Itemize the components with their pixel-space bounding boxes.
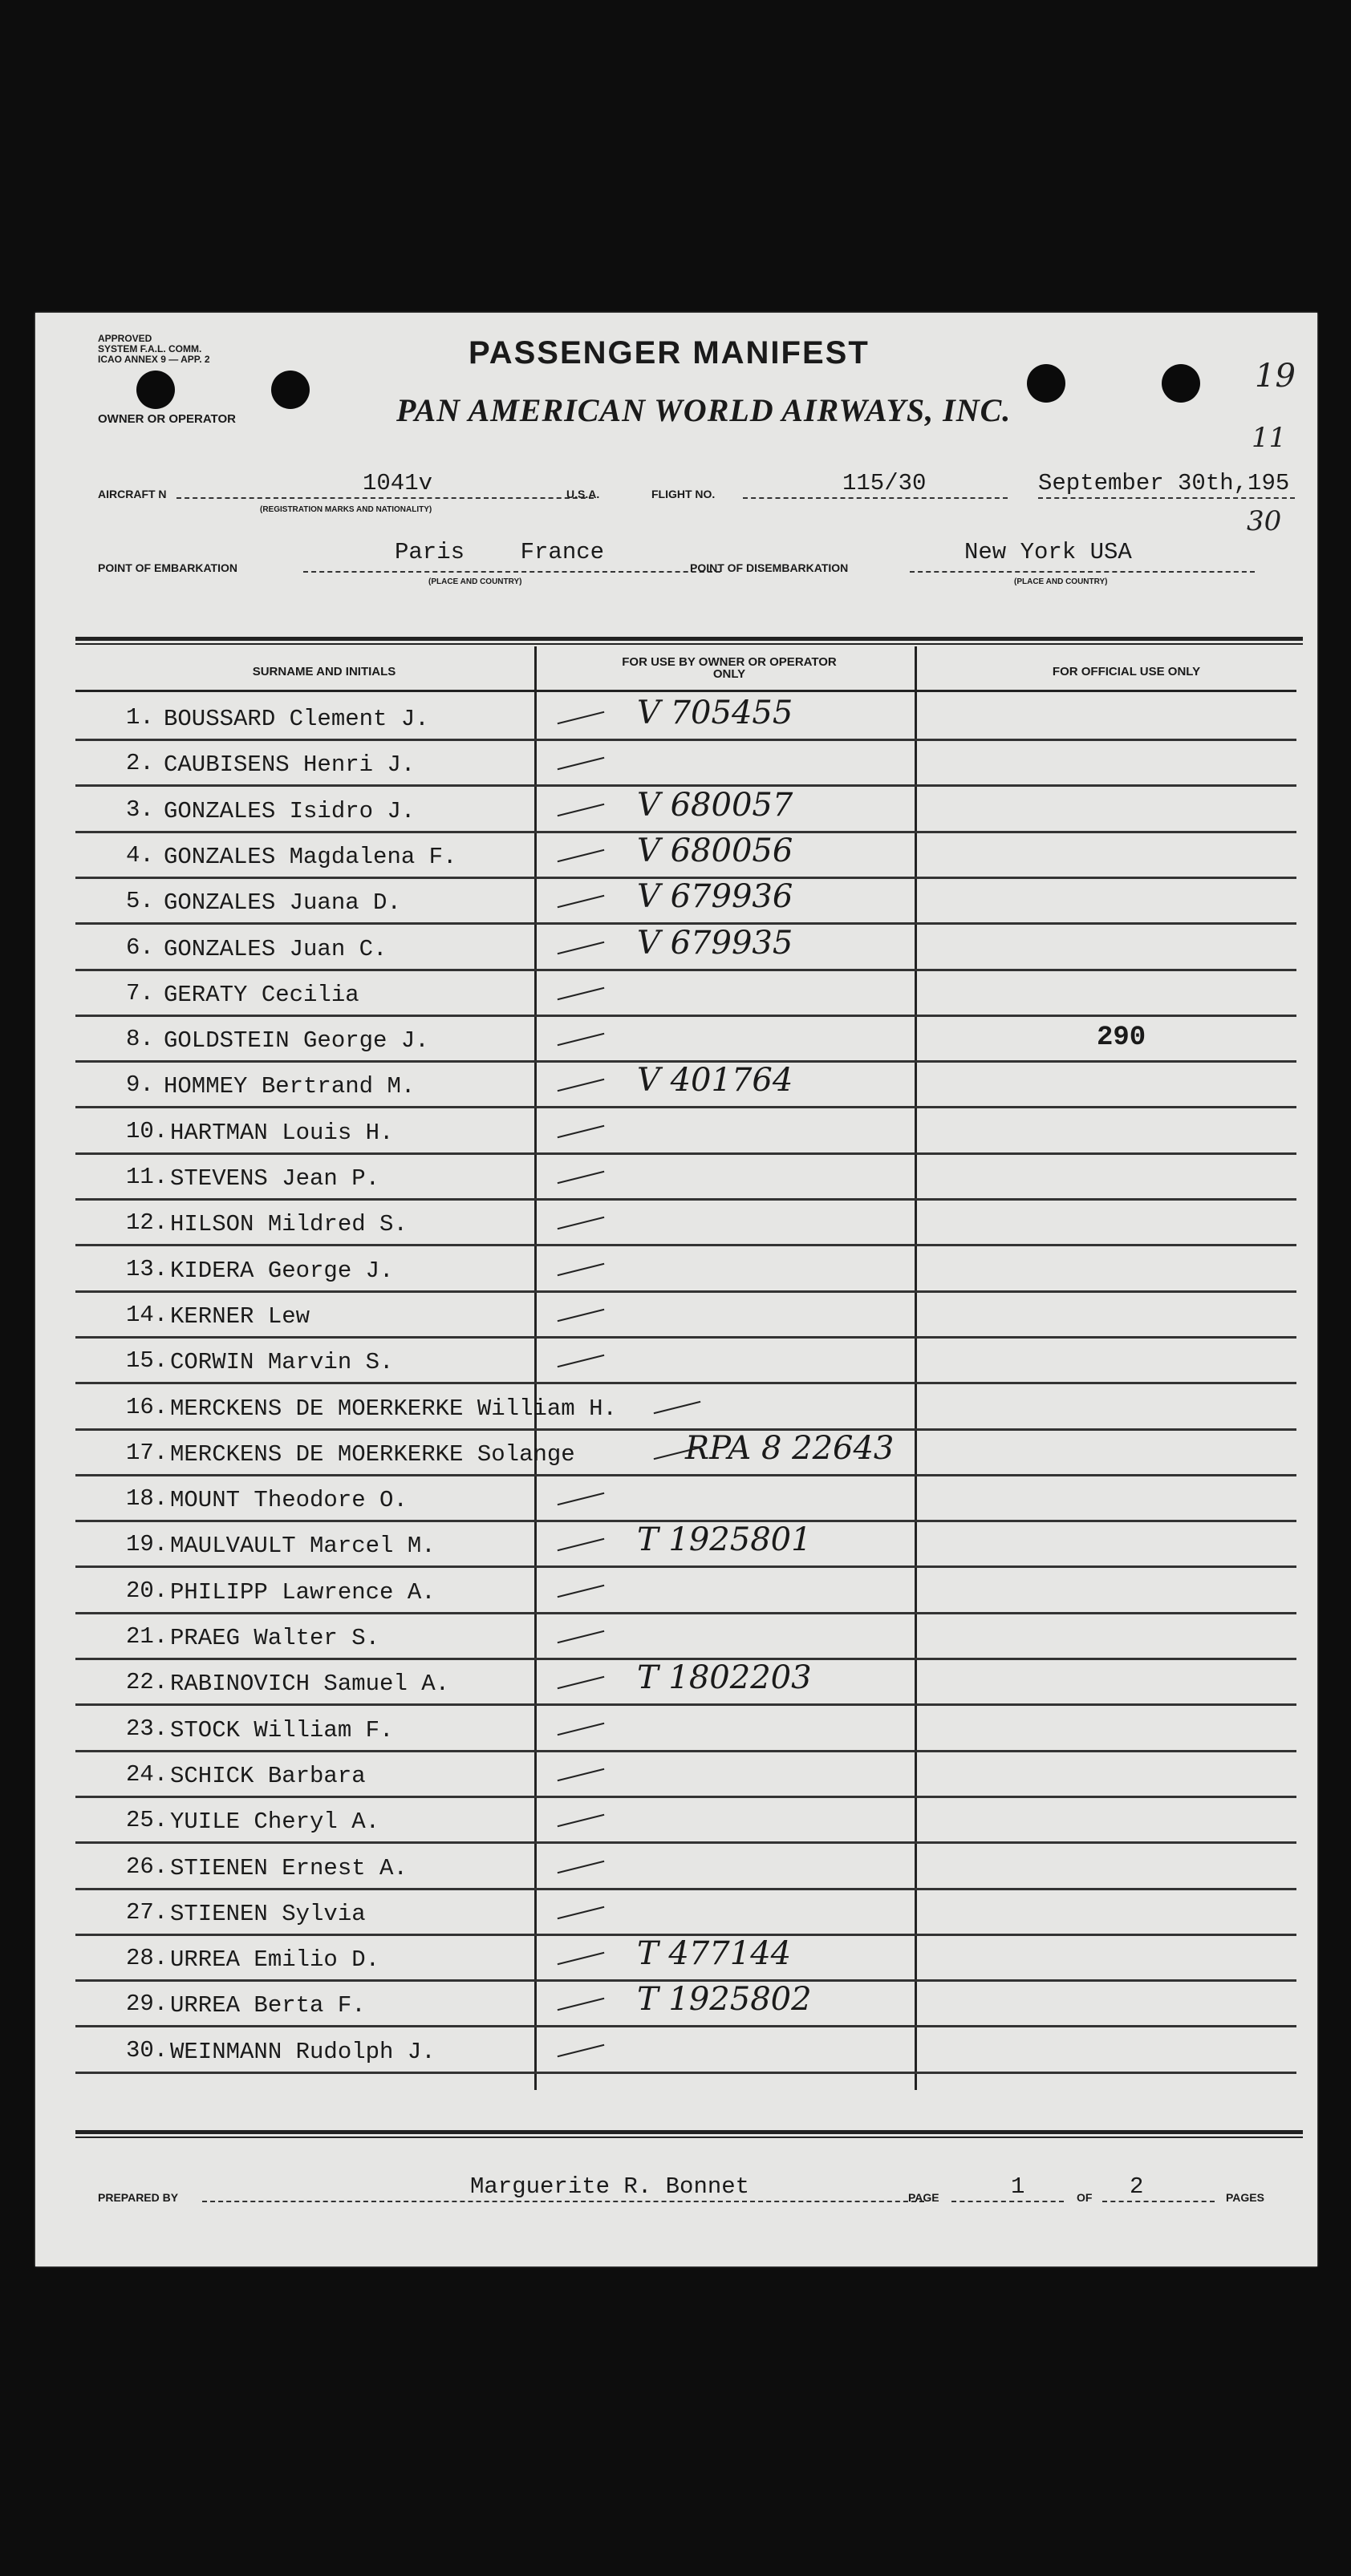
prepared-label: PREPARED BY bbox=[98, 2191, 179, 2204]
aircraft-label: AIRCRAFT N bbox=[98, 488, 167, 500]
passenger-name: URREA Berta F. bbox=[170, 1992, 366, 2019]
row-number: 16. bbox=[126, 1393, 168, 1420]
page-underline bbox=[951, 2201, 1064, 2202]
row-number: 30. bbox=[126, 2036, 168, 2064]
operator-note: T 1802203 bbox=[637, 1659, 812, 1697]
check-mark bbox=[558, 1124, 605, 1137]
passenger-name: CAUBISENS Henri J. bbox=[164, 751, 416, 779]
aircraft-underline bbox=[176, 497, 594, 499]
flight-underline bbox=[743, 497, 1008, 499]
row-number: 21. bbox=[126, 1623, 168, 1650]
operator-note: V 680056 bbox=[637, 832, 793, 869]
passenger-name: URREA Emilio D. bbox=[170, 1946, 380, 1974]
page-value: 1 bbox=[1011, 2173, 1025, 2200]
passenger-name: PRAEG Walter S. bbox=[170, 1625, 380, 1651]
table-row bbox=[75, 1336, 1296, 1384]
punch-hole bbox=[136, 371, 175, 409]
usa-label: U.S.A. bbox=[566, 488, 600, 500]
operator-note: V 401764 bbox=[637, 1062, 793, 1100]
operator-note: V 679936 bbox=[637, 878, 793, 916]
operator-note: V 679935 bbox=[637, 924, 793, 962]
row-number: 20. bbox=[126, 1577, 168, 1604]
row-number: 2. bbox=[126, 750, 154, 777]
table-row bbox=[75, 1015, 1296, 1063]
table-bottom-rule bbox=[75, 2130, 1303, 2134]
table-row bbox=[75, 1704, 1296, 1752]
passenger-name: RABINOVICH Samuel A. bbox=[170, 1671, 450, 1698]
check-mark bbox=[558, 1493, 605, 1505]
passenger-name: GERATY Cecilia bbox=[164, 981, 359, 1008]
operator-note: V 705455 bbox=[637, 695, 793, 731]
date-value: September 30th,195 bbox=[1038, 470, 1290, 496]
page-label: PAGE bbox=[908, 2191, 939, 2204]
row-number: 18. bbox=[126, 1485, 168, 1513]
row-number: 7. bbox=[126, 979, 154, 1007]
disembark-sub: (PLACE AND COUNTRY) bbox=[1014, 577, 1108, 586]
header-row-rule bbox=[75, 690, 1296, 692]
punch-hole bbox=[1162, 364, 1200, 403]
page-title: PASSENGER MANIFEST bbox=[469, 335, 870, 371]
passenger-name: GONZALES Isidro J. bbox=[164, 797, 416, 824]
passenger-name: MERCKENS DE MOERKERKE Solange bbox=[170, 1440, 575, 1468]
passenger-name: GONZALES Juan C. bbox=[164, 935, 387, 962]
disembark-label: POINT OF DISEMBARKATION bbox=[690, 561, 849, 574]
check-mark bbox=[558, 1906, 605, 1919]
operator-note: T 1925802 bbox=[637, 1981, 812, 2019]
row-number: 1. bbox=[126, 704, 154, 731]
table-row bbox=[75, 1888, 1296, 1936]
operator-note: RPA 8 22643 bbox=[685, 1429, 895, 1467]
row-number: 25. bbox=[126, 1807, 168, 1834]
margin-note: 11 bbox=[1252, 422, 1287, 454]
prepared-value: Marguerite R. Bonnet bbox=[470, 2173, 750, 2200]
embark-value: Paris France bbox=[395, 539, 605, 565]
check-mark bbox=[558, 757, 605, 770]
table-bottom-rule-thin bbox=[75, 2137, 1303, 2138]
table-row bbox=[75, 1520, 1296, 1568]
check-mark bbox=[558, 1538, 605, 1551]
disembark-value: New York USA bbox=[964, 539, 1132, 565]
table-row bbox=[75, 1612, 1296, 1660]
pages-label: PAGES bbox=[1226, 2191, 1264, 2204]
row-number: 3. bbox=[126, 796, 154, 823]
check-mark bbox=[558, 2043, 605, 2056]
official-note: 290 bbox=[1097, 1023, 1146, 1054]
passenger-name: GONZALES Juana D. bbox=[164, 889, 401, 917]
passenger-name: HOMMEY Bertrand M. bbox=[164, 1073, 416, 1100]
table-row bbox=[75, 1198, 1296, 1246]
row-number: 9. bbox=[126, 1071, 154, 1099]
row-number: 4. bbox=[126, 841, 154, 869]
row-number: 19. bbox=[126, 1531, 168, 1558]
operator-note: T 477144 bbox=[637, 1935, 792, 1973]
date-underline bbox=[1038, 497, 1295, 499]
table-row bbox=[75, 1934, 1296, 1982]
table-row bbox=[75, 1566, 1296, 1614]
passenger-name: GONZALES Magdalena F. bbox=[164, 843, 457, 870]
row-number: 24. bbox=[126, 1760, 168, 1788]
of-value: 2 bbox=[1130, 2173, 1144, 2200]
row-number: 8. bbox=[126, 1026, 154, 1053]
embark-label: POINT OF EMBARKATION bbox=[98, 561, 237, 574]
passenger-name: CORWIN Marvin S. bbox=[170, 1349, 394, 1376]
check-mark bbox=[558, 1079, 605, 1092]
passenger-name: MAULVAULT Marcel M. bbox=[170, 1533, 436, 1560]
row-number: 26. bbox=[126, 1853, 168, 1880]
check-mark bbox=[558, 1768, 605, 1781]
aircraft-sub: (REGISTRATION MARKS AND NATIONALITY) bbox=[260, 505, 432, 514]
check-mark bbox=[558, 1033, 605, 1046]
manifest-sheet bbox=[35, 313, 1317, 2266]
check-mark bbox=[558, 941, 605, 954]
aircraft-value: 1041v bbox=[363, 470, 433, 496]
operator-note: T 1925801 bbox=[637, 1521, 812, 1559]
passenger-name: WEINMANN Rudolph J. bbox=[170, 2038, 436, 2065]
table-row bbox=[75, 2026, 1296, 2074]
table-row bbox=[75, 831, 1296, 879]
check-mark bbox=[558, 1262, 605, 1275]
approval-stamp: APPROVED SYSTEM F.A.L. COMM. ICAO ANNEX 9 — APP. 2 bbox=[98, 333, 210, 365]
passenger-name: BOUSSARD Clement J. bbox=[164, 706, 429, 732]
column-header-owner-use: FOR USE BY OWNER OR OPERATOR ONLY bbox=[622, 655, 837, 681]
row-number: 14. bbox=[126, 1301, 168, 1328]
passenger-name: KERNER Lew bbox=[170, 1302, 310, 1330]
table-row bbox=[75, 1796, 1296, 1844]
flight-label: FLIGHT NO. bbox=[651, 488, 716, 500]
check-mark bbox=[558, 1860, 605, 1873]
check-mark bbox=[558, 849, 605, 862]
passenger-name: KIDERA George J. bbox=[170, 1257, 394, 1284]
table-row bbox=[75, 1842, 1296, 1890]
airline-name: PAN AMERICAN WORLD AIRWAYS, INC. bbox=[396, 392, 1012, 428]
passenger-name: STEVENS Jean P. bbox=[170, 1165, 380, 1192]
of-label: OF bbox=[1077, 2191, 1093, 2204]
passenger-name: STIENEN Ernest A. bbox=[170, 1854, 408, 1881]
margin-note: 30 bbox=[1247, 505, 1282, 537]
passenger-name: YUILE Cheryl A. bbox=[170, 1808, 380, 1836]
passenger-name: PHILIPP Lawrence A. bbox=[170, 1578, 436, 1606]
check-mark bbox=[558, 895, 605, 908]
table-row bbox=[75, 877, 1296, 925]
row-number: 23. bbox=[126, 1715, 168, 1742]
row-number: 12. bbox=[126, 1209, 168, 1237]
check-mark bbox=[558, 987, 605, 1000]
flight-value: 115/30 bbox=[842, 470, 927, 496]
row-number: 28. bbox=[126, 1945, 168, 1972]
row-number: 29. bbox=[126, 1991, 168, 2018]
check-mark bbox=[558, 1309, 605, 1322]
disembark-underline bbox=[910, 571, 1255, 573]
row-number: 13. bbox=[126, 1255, 168, 1282]
row-number: 15. bbox=[126, 1347, 168, 1375]
table-row bbox=[75, 1290, 1296, 1339]
table-row bbox=[75, 693, 1296, 741]
passenger-name: GOLDSTEIN George J. bbox=[164, 1027, 429, 1055]
prepared-underline bbox=[202, 2201, 924, 2202]
check-mark bbox=[558, 711, 605, 724]
check-mark bbox=[558, 1630, 605, 1643]
table-top-rule bbox=[75, 637, 1303, 641]
check-mark bbox=[558, 1217, 605, 1229]
check-mark bbox=[558, 1676, 605, 1689]
check-mark bbox=[558, 1171, 605, 1184]
row-number: 6. bbox=[126, 934, 154, 961]
of-underline bbox=[1102, 2201, 1215, 2202]
margin-note: 19 bbox=[1255, 358, 1296, 395]
row-number: 5. bbox=[126, 888, 154, 915]
table-row bbox=[75, 1979, 1296, 2027]
column-header-official-use: FOR OFFICIAL USE ONLY bbox=[1052, 665, 1201, 678]
operator-note: V 680057 bbox=[637, 786, 793, 824]
table-row bbox=[75, 1245, 1296, 1293]
table-row bbox=[75, 1060, 1296, 1108]
table-row bbox=[75, 969, 1296, 1017]
check-mark bbox=[558, 1584, 605, 1597]
embark-sub: (PLACE AND COUNTRY) bbox=[428, 577, 522, 586]
check-mark bbox=[558, 1814, 605, 1827]
table-row bbox=[75, 923, 1296, 971]
table-row bbox=[75, 1383, 1296, 1431]
check-mark bbox=[558, 1355, 605, 1367]
row-number: 17. bbox=[126, 1439, 168, 1466]
table-row bbox=[75, 1107, 1296, 1155]
row-number: 27. bbox=[126, 1898, 168, 1926]
check-mark bbox=[558, 1722, 605, 1735]
passenger-name: MOUNT Theodore O. bbox=[170, 1487, 408, 1514]
punch-hole bbox=[1027, 364, 1065, 403]
table-row bbox=[75, 1428, 1296, 1476]
table-row bbox=[75, 1750, 1296, 1798]
passenger-name: HARTMAN Louis H. bbox=[170, 1119, 394, 1146]
row-number: 10. bbox=[126, 1117, 168, 1144]
passenger-name: SCHICK Barbara bbox=[170, 1762, 366, 1789]
table-row bbox=[75, 1658, 1296, 1706]
passenger-name: HILSON Mildred S. bbox=[170, 1211, 408, 1238]
check-mark bbox=[558, 803, 605, 816]
table-row bbox=[75, 739, 1296, 787]
check-mark bbox=[654, 1400, 701, 1413]
passenger-name: STOCK William F. bbox=[170, 1716, 394, 1744]
punch-hole bbox=[271, 371, 310, 409]
embark-underline bbox=[303, 571, 720, 573]
table-top-rule-thin bbox=[75, 643, 1303, 645]
table-row bbox=[75, 1474, 1296, 1522]
table-row bbox=[75, 785, 1296, 833]
row-number: 22. bbox=[126, 1669, 168, 1696]
check-mark bbox=[558, 1998, 605, 2011]
column-header-surname: SURNAME AND INITIALS bbox=[252, 665, 396, 678]
check-mark bbox=[558, 1952, 605, 1965]
row-number: 11. bbox=[126, 1164, 168, 1190]
owner-label: OWNER OR OPERATOR bbox=[98, 412, 236, 426]
table-row bbox=[75, 1152, 1296, 1201]
passenger-name: MERCKENS DE MOERKERKE William H. bbox=[170, 1395, 617, 1422]
passenger-name: STIENEN Sylvia bbox=[170, 1900, 366, 1927]
